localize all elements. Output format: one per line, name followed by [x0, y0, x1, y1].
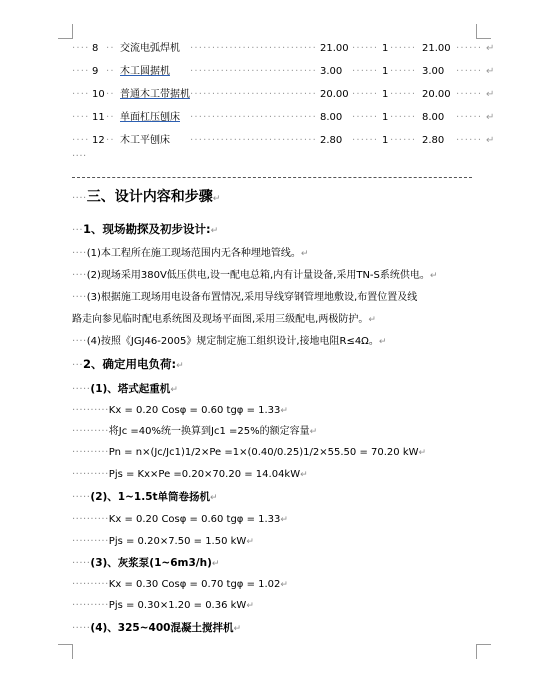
section-divider [72, 177, 472, 178]
crane-heading: ·····(1)、塔式起重机↵ [72, 383, 178, 395]
crane-pjs-formula: ··········Pjs = Kx×Pe =0.20×70.20 = 14.04kW↵ [72, 469, 308, 480]
hoist-coefficients: ··········Kx = 0.20 Cosφ = 0.60 tgφ = 1.33↵ [72, 514, 288, 525]
leader-dots: ↵ [486, 135, 496, 146]
cell-no: 8 [92, 43, 99, 54]
leader-dots: ······ [352, 112, 379, 123]
leader-dots: ↵ [486, 66, 496, 77]
leader-dots: ····························· [190, 66, 317, 77]
heading-site-survey: ···1、现场勘探及初步设计:↵ [72, 222, 219, 236]
page-corner-mark [58, 644, 73, 659]
mortar-pump-pjs-formula: ··········Pjs = 0.30×1.20 = 0.36 kW↵ [72, 600, 254, 611]
crane-coefficients: ··········Kx = 0.20 Cosφ = 0.60 tgφ = 1.33↵ [72, 405, 288, 416]
crane-conversion: ··········将Jc =40%统一换算到Jc1 =25%的额定容量↵ [72, 426, 318, 437]
cell-total: 8.00 [422, 112, 445, 123]
leader-dots: ↵ [486, 43, 496, 54]
page-corner-mark [58, 24, 73, 39]
leader-dots: ···· [72, 112, 90, 123]
cell-val: 3.00 [320, 66, 343, 77]
leader-dots: ···· [72, 135, 90, 146]
leader-dots: ···· [72, 66, 90, 77]
leader-dots: ······ [456, 43, 483, 54]
leader-dots: ······ [390, 135, 417, 146]
leader-dots: ······ [390, 112, 417, 123]
leader-dots: ······ [456, 89, 483, 100]
empty-paragraph: ···· [72, 151, 87, 162]
cell-total: 21.00 [422, 43, 451, 54]
hoist-heading: ·····(2)、1~1.5t单筒卷扬机↵ [72, 491, 218, 503]
crane-pn-formula: ··········Pn = n×(Jc/Jc1)1/2×Pe =1×(0.40/0.25)1/2×55.50 = 70.20 kW↵ [72, 447, 427, 458]
leader-dots: ↵ [486, 112, 496, 123]
leader-dots: ······ [390, 66, 417, 77]
leader-dots: ······ [352, 43, 379, 54]
leader-dots: ······ [352, 66, 379, 77]
paragraph-1: ····(1)本工程所在施工现场范围内无各种埋地管线。↵ [72, 248, 309, 259]
cell-val: 21.00 [320, 43, 349, 54]
paragraph-3-line-1: ····(3)根据施工现场用电设备布置情况,采用导线穿钢管埋地敷设,布置位置及线 [72, 292, 418, 303]
cell-name: 单面杠压刨床 [120, 112, 180, 123]
cell-qty: 1 [382, 43, 389, 54]
leader-dots: ······ [352, 89, 379, 100]
cell-qty: 1 [382, 89, 389, 100]
leader-dots: ·· [106, 135, 115, 146]
section-heading: ····三、设计内容和步骤↵ [72, 189, 221, 205]
leader-dots: ······ [390, 43, 417, 54]
cell-no: 12 [92, 135, 105, 146]
heading-load: ···2、确定用电负荷:↵ [72, 357, 184, 371]
cell-total: 20.00 [422, 89, 451, 100]
leader-dots: ······ [352, 135, 379, 146]
cell-val: 2.80 [320, 135, 343, 146]
paragraph-4: ····(4)按照《JGJ46-2005》规定制定施工组织设计,接地电阻R≤4Ω。↵ [72, 336, 387, 347]
leader-dots: ·· [106, 43, 115, 54]
mixer-heading: ·····(4)、325~400混凝土搅拌机↵ [72, 622, 241, 634]
leader-dots: ····························· [190, 135, 317, 146]
leader-dots: ····························· [190, 89, 317, 100]
table-row [72, 42, 496, 56]
cell-qty: 1 [382, 66, 389, 77]
leader-dots: ·· [106, 112, 115, 123]
mortar-pump-coefficients: ··········Kx = 0.30 Cosφ = 0.70 tgφ = 1.02↵ [72, 579, 288, 590]
cell-no: 10 [92, 89, 105, 100]
leader-dots: ······ [456, 66, 483, 77]
hoist-pjs-formula: ··········Pjs = 0.20×7.50 = 1.50 kW↵ [72, 536, 254, 547]
paragraph-3-line-2: 路走向参见临时配电系统图及现场平面图,采用三级配电,两极防护。↵ [72, 314, 376, 325]
cell-qty: 1 [382, 112, 389, 123]
leader-dots: ·· [106, 89, 115, 100]
leader-dots: ↵ [486, 89, 496, 100]
cell-qty: 1 [382, 135, 389, 146]
mortar-pump-heading: ·····(3)、灰浆泵(1~6m3/h)↵ [72, 557, 220, 569]
leader-dots: ···· [72, 89, 90, 100]
cell-name: 普通木工带据机 [120, 89, 190, 100]
cell-val: 8.00 [320, 112, 343, 123]
page-corner-mark [476, 644, 491, 659]
leader-dots: ····························· [190, 112, 317, 123]
cell-no: 11 [92, 112, 105, 123]
cell-no: 9 [92, 66, 99, 77]
leader-dots: ·· [106, 66, 115, 77]
cell-name: 木工圆据机 [120, 66, 170, 77]
table-row [72, 65, 496, 79]
cell-total: 3.00 [422, 66, 445, 77]
leader-dots: ······ [390, 89, 417, 100]
table-row [72, 111, 496, 125]
table-row [72, 88, 496, 102]
table-row [72, 134, 496, 148]
leader-dots: ···· [72, 43, 90, 54]
page-corner-mark [476, 24, 491, 39]
cell-val: 20.00 [320, 89, 349, 100]
cell-name: 交流电弧焊机 [120, 43, 180, 54]
leader-dots: ······ [456, 135, 483, 146]
cell-total: 2.80 [422, 135, 445, 146]
leader-dots: ····························· [190, 43, 317, 54]
paragraph-2: ····(2)现场采用380V低压供电,设一配电总箱,内有计量设备,采用TN-S系统供电。↵ [72, 270, 438, 281]
cell-name: 木工平刨床 [120, 135, 170, 146]
leader-dots: ······ [456, 112, 483, 123]
